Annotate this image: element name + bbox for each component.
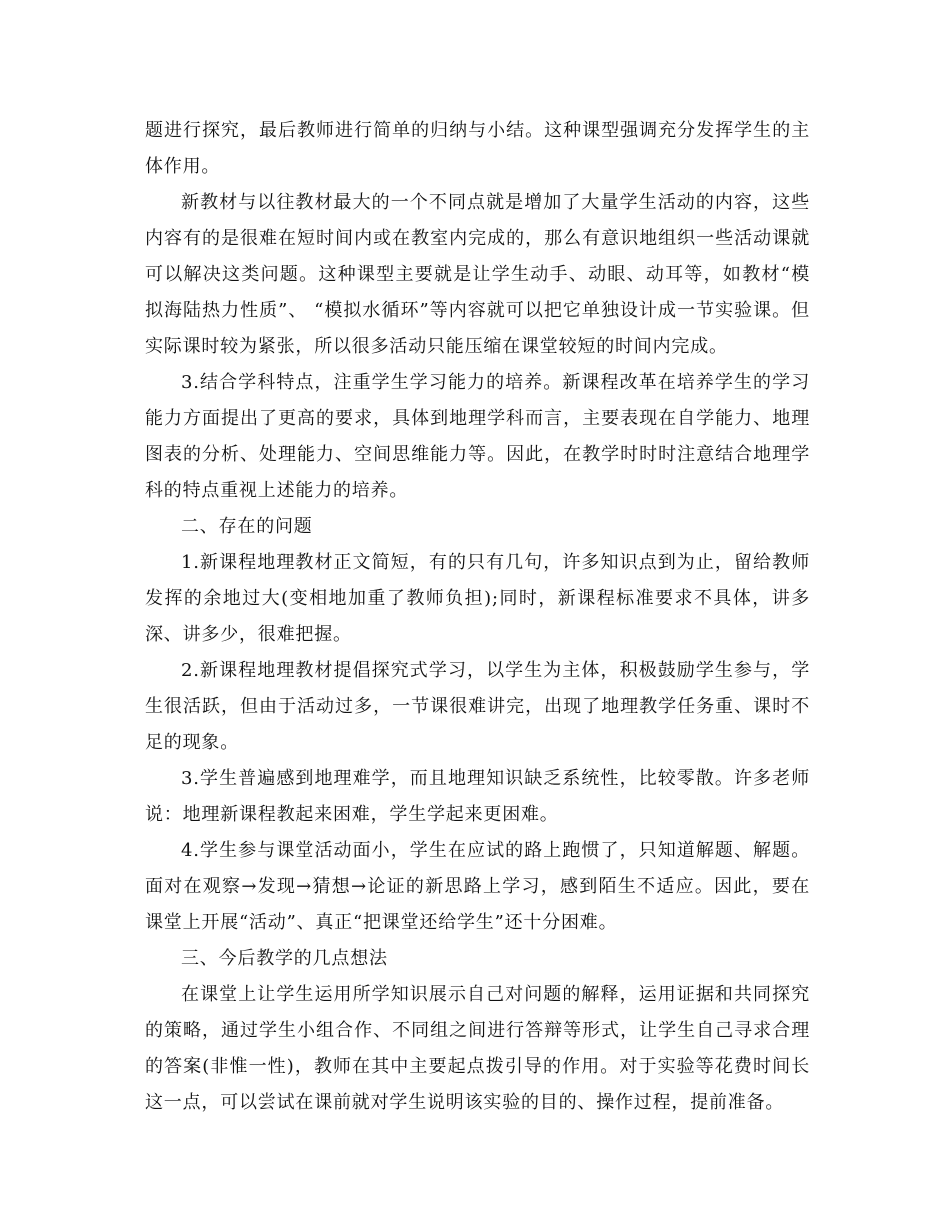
paragraph-learning-ability: 3.结合学科特点，注重学生学习能力的培养。新课程改革在培养学生的学习能力方面提出了更高的要求，具体到地理学科而言，主要表现在自学能力、地理图表的分析、处理能力、空间思维能力等。因此，在教学时时时注意结合地理学科的特点重视上述能力的培养。: [145, 372, 810, 501]
paragraph-activity-lessons: 新教材与以往教材最大的一个不同点就是增加了大量学生活动的内容，这些内容有的是很难在短时间内或在教室内完成的，那么有意识地组织一些活动课就可以解决这类问题。这种课型主要就是让学生动手、动眼、动耳等，如教材“模拟海陆热力性质”、 “模拟水循环”等内容就可以把它单独设计成一节实验课。但实际课时较为紧张，所以很多活动只能压缩在课堂较短的时间内完成。: [145, 192, 810, 357]
paragraph-future-ideas: 在课堂上让学生运用所学知识展示自己对问题的解释，运用证据和共同探究的策略，通过学生小组合作、不同组之间进行答辩等形式，让学生自己寻求合理的答案(非惟一性)，教师在其中主要起点拨引导的作用。对于实验等花费时间长这一点，可以尝试在课前就对学生说明该实验的目的、操作过程，提前准备。: [145, 984, 810, 1113]
paragraph-continuation: 题进行探究，最后教师进行简单的归纳与小结。这种课型强调充分发挥学生的主体作用。: [145, 120, 810, 177]
paragraph-problem-4: 4.学生参与课堂活动面小，学生在应试的路上跑惯了，只知道解题、解题。面对在观察→发现→猜想→论证的新思路上学习，感到陌生不适应。因此，要在课堂上开展“活动”、真正“把课堂还给学生”还十分困难。: [145, 840, 810, 933]
section-heading-future-ideas: 三、今后教学的几点想法: [181, 948, 388, 969]
document-body: [145, 113, 810, 1121]
paragraph-problem-3: 3.学生普遍感到地理难学，而且地理知识缺乏系统性，比较零散。许多老师说：地理新课程教起来困难，学生学起来更困难。: [145, 768, 810, 825]
section-heading-problems: 二、存在的问题: [181, 516, 313, 537]
paragraph-problem-2: 2.新课程地理教材提倡探究式学习，以学生为主体，积极鼓励学生参与，学生很活跃，但由于活动过多，一节课很难讲完，出现了地理教学任务重、课时不足的现象。: [145, 660, 810, 753]
paragraph-problem-1: 1.新课程地理教材正文简短，有的只有几句，许多知识点到为止，留给教师发挥的余地过大(变相地加重了教师负担);同时，新课程标准要求不具体，讲多深、讲多少，很难把握。: [145, 552, 810, 645]
